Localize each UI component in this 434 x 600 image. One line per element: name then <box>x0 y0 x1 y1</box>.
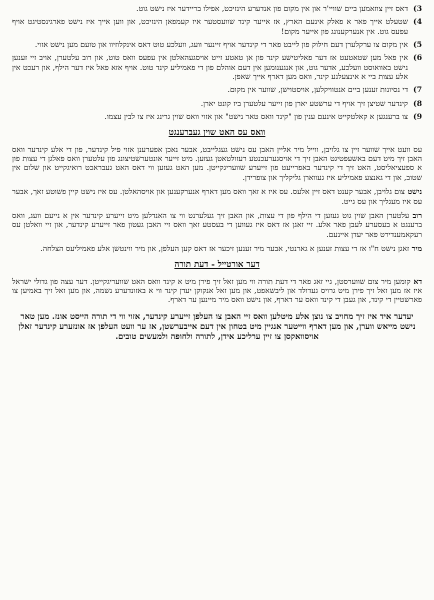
section-body-torah <box>12 277 422 305</box>
section-heading-torah: דער אורטייל - דעת תורה <box>174 260 260 271</box>
list-item <box>12 40 422 49</box>
list-item-number: 6) <box>413 53 422 63</box>
list-item-number: 4) <box>413 17 422 27</box>
list-item-text: קינדער שטיצן זיך אויף די ערשטע יארן פון זייער עלטערן ביז קונט יארן. <box>200 98 408 108</box>
paragraph-text: עלטערן האבן שוין גוט געזען די הילף פון די עצות, און האבן זיך געלערנט ווי צו האנדלען מיט זייערע קינדער אין א נייעם וועג, וואס ברענגט א בעסערע לעבן פאר אלע. זיי זאגן אז דאס איז געווען די בעסטע זאך וואס זיי האבן געטון פאר זייערע קינדער, און זיי וואלטן עס רעקאמענדירט פאר יעדן איינעם. <box>12 210 422 239</box>
list-item <box>12 4 422 13</box>
list-item <box>12 85 422 94</box>
list-item <box>12 53 422 81</box>
list-item-text: אין פאל מען שטאטעט אז דער פאליטישע קינד פון אן טאטע זייט אויסגעהאלטן אין עפעס וואס טוט, און רוב עלטערן, אויב זיי זענען נישט באוואוסט וועלכע, אדער גוט, און אנגענומען אין דעם אוהלם פון די פאמיליע קינד טוט. אויף אזא פאל איז דער הילף, און רעכט אין אלע עצות ביי א אינצעלנע קינד, וואס מען דארף אייך שאפן. <box>12 53 408 82</box>
list-item-number: 3) <box>413 4 422 13</box>
list-item-text: אין מקום צו ערקלערן דעם חילוק פון לייבט פאר די קינדער אויף זיינער וועג, וועלכע טוט דאס אינקלוזיוו און טועם מען נישט אזוי. <box>34 40 408 50</box>
paragraph <box>12 277 422 305</box>
paragraph-lead-word: דא <box>410 276 422 286</box>
paragraph-lead-word: נישט <box>404 187 422 197</box>
list-item-text: צו ברענגען א קאלטקייט אינעם ענין פון "קינד וואס טאר נישט" און אזוי וואס שוין גרינג איז צו לבין עצמו. <box>104 112 408 122</box>
closing-highlight: יעדער איד איז זיך מחויב צו נוצן אלע מיטלען וואס זיי האבן צו העלפן זייערע קינדער, אזוי ווי די תורה הייסט אונז. מען טאר נישט מייאש ווערן, און מען דארף ווייטער אנגיין מיט בטחון אין דעם אייבערשטן, אז ער וועט העלפן אז אונזערע קינדער זאלן אויסוואקסן צו זיין ערליכע אידן, לתורה ולחופה ולמעשים טובים. <box>18 310 416 342</box>
list-item <box>12 17 422 36</box>
list-item-text: די נסיונות זענען ביים אנטוויקלען, אויסטוישן, שווער אין מקום. <box>227 85 408 95</box>
paragraph <box>12 187 422 206</box>
paragraph-text: זאגן נישט ח"ו אז די עצות זענען א גארנטי, אבער מיר זענען זיכער אז דאס קען העלפן, און מיר ווינטשן אלע פאמיליעס הצלחה. <box>40 243 410 253</box>
paragraph-text: עס וועט אייך שווער זיין צו גלויבן, ווייל מיר אליין האבן עס נישט געגלייבט, אבער נאכן אפערענן אזוי פיל קינדער, פון די אלע קינדער וואס האבן זיך מיט דעם באשעפטיגט האבן זיך די אויסגערעכנטע רעזולטאטן געזען. מיט זייער אונטערשטיצונג פון עלטערן וואס פאלגן די עצות פון א ספעציאליסט, האט זיך די קינדער באפרייעט פון זייערע שוועריגקייטן. מען האט געזען ווי דאס האט געבראכט רואיגקייט און שלום אין שטוב, און די גאנצע פאמיליע איז געווארן גליקליך און צופרידן. <box>12 144 422 182</box>
paragraph-text: קומען מיר צום שווערסטן, גיי זאג פאר די דעת תורה ווי מען זאל זיך פירן מיט א קינד וואס האט שוועריגקייטן. דער עצה פון גדולי ישראל איז אז מען זאל זיך פירן מיט גרויס געדולד און ליבשאפט, און מען זאל אנקוקן יעדן קינד ווי א באזונדערע נשמה, און מען זאל זיך באמיען צו פארשטיין די קינד, און געבן די קינד וואס ער דארף, און נישט וואס מיר מיינען ער דארף. <box>12 276 422 305</box>
section-body <box>12 145 422 253</box>
paragraph <box>12 244 422 253</box>
list-item-number: 8) <box>413 98 422 108</box>
list-item-text: שטעלט אייך פאר א פאלק אינעם הארץ, אז אייער קינד שוועסטער איז קעמפאן הינזיכט, און ווען אייך איז נישט פארגינסטיגט אויף עפעס גוט. אין אנערקענונג פון אייער מקום! <box>12 17 408 36</box>
numbered-list <box>12 4 422 121</box>
paragraph-text: צום גלויבן, אבער קענט דאס זיין אלעס. עס איז א זאך וואס מען דארף אנערקענען און אויסהאלטן. עס איז נישט קיין פשוטע זאך, אבער עס איז מעגליך און עס גייט. <box>12 187 422 206</box>
list-item-number: 5) <box>413 40 422 50</box>
list-item <box>12 99 422 108</box>
list-item-number: 7) <box>413 85 422 95</box>
list-item <box>12 112 422 121</box>
paragraph <box>12 211 422 239</box>
paragraph <box>12 145 422 182</box>
list-item-text: דאס זיין צוזאמען ביים שוויי'ר און אין מקום פון אנדערע הינזיכט, אפילו בריידער איז נישט גוט. <box>136 4 408 13</box>
list-item-number: 9) <box>413 112 422 122</box>
paragraph-lead-word: מיר <box>409 243 422 253</box>
paragraph-lead-word: רוב <box>409 210 422 220</box>
section-heading: וואס עס האט שוין געברענגט <box>168 128 266 139</box>
